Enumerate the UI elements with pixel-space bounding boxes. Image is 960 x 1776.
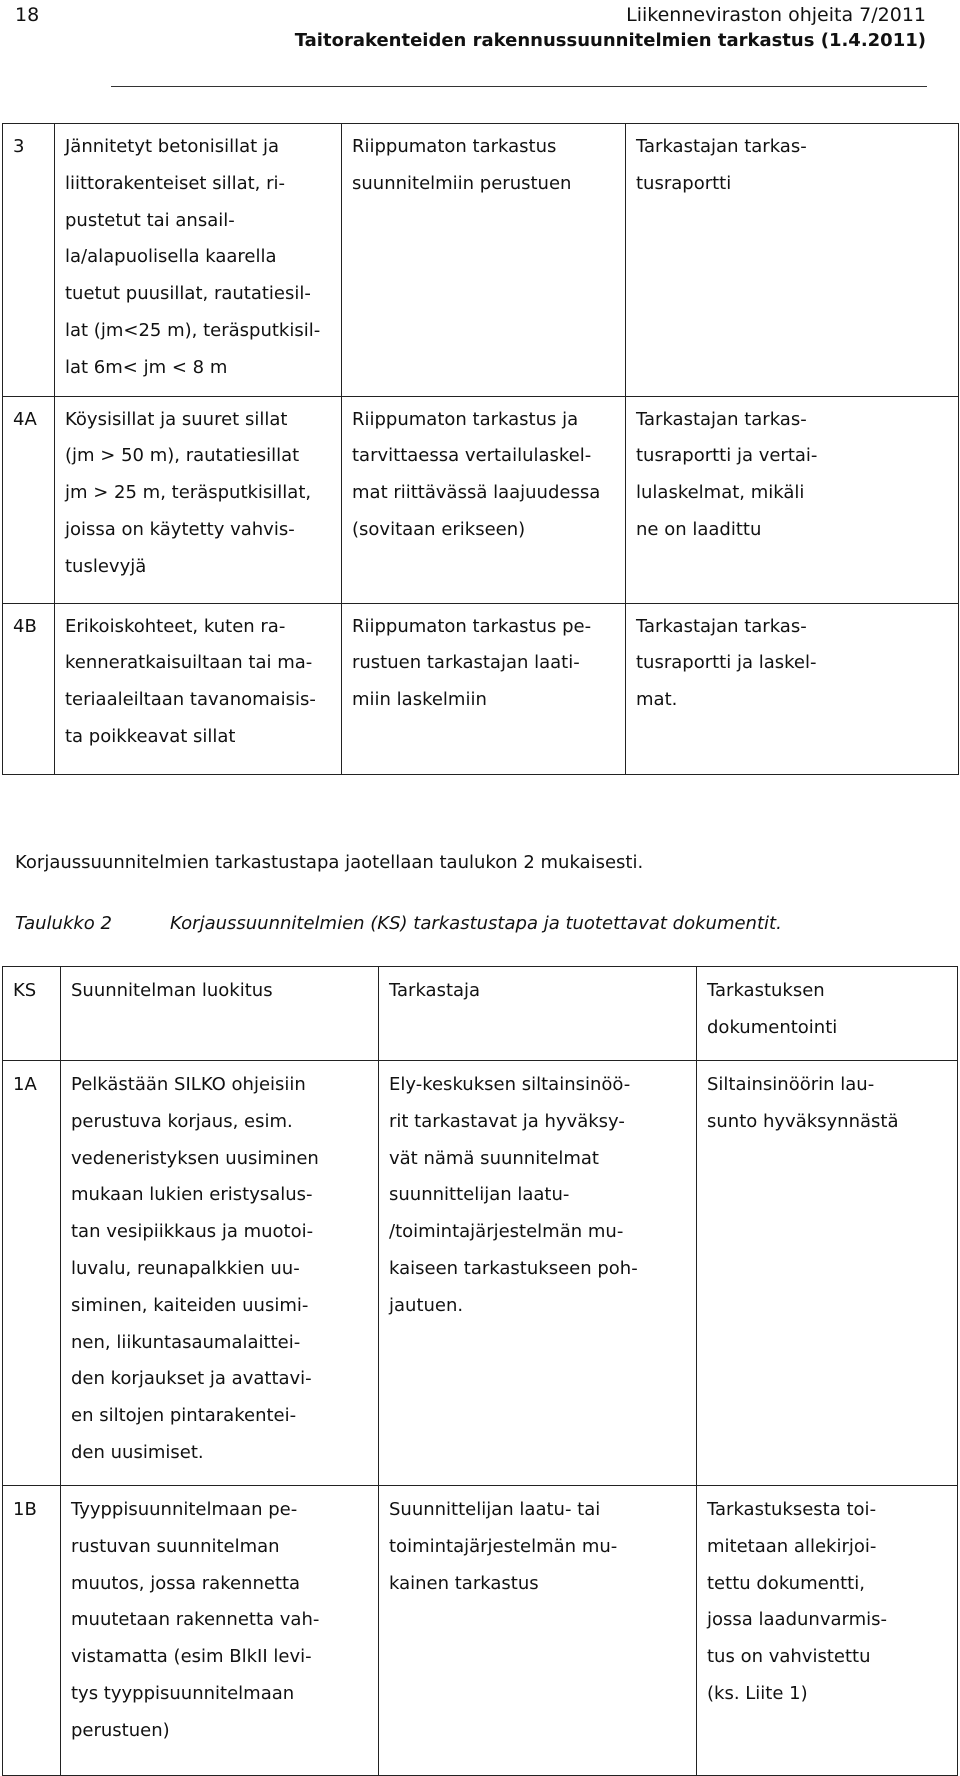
table-row xyxy=(3,124,959,397)
inspector-cell: Suunnittelijan laatu- tai toimintajärjestelmän mu- kainen tarkastus xyxy=(379,1486,697,1776)
class-id-cell: 3 xyxy=(3,124,55,397)
table-row xyxy=(3,603,959,774)
document-title: Taitorakenteiden rakennussuunnitelmien tarkastus (1.4.2011) xyxy=(294,30,926,51)
intro-paragraph: Korjaussuunnitelmien tarkastustapa jaotellaan taulukon 2 mukaisesti. xyxy=(15,852,644,873)
repair-plan-table xyxy=(2,966,958,1776)
documentation-cell: Tarkastajan tarkas- tusraportti ja laskel- mat. xyxy=(626,603,959,774)
bridge-description-cell: Erikoiskohteet, kuten ra- kenneratkaisuiltaan tai ma- teriaaleiltaan tavanomaisis- ta poikkeavat sillat xyxy=(55,603,342,774)
bridge-description-cell: Köysisillat ja suuret sillat (jm > 50 m), rautatiesillat jm > 25 m, teräsputkisillat, joissa on käytetty vahvis- tuslevyjä xyxy=(55,396,342,603)
column-header-classification: Suunnitelman luokitus xyxy=(61,967,379,1061)
ks-class-cell: 1A xyxy=(3,1061,61,1486)
table-header-row xyxy=(3,967,958,1061)
table-caption xyxy=(15,911,782,937)
page-number: 18 xyxy=(15,4,40,26)
bridge-description-cell: Jännitetyt betonisillat ja liittorakenteiset sillat, ri- pustetut tai ansail- la/alapuolisella kaarella tuetut puusillat, rautatiesil- lat (jm<25 m), teräsputkisil- lat 6m< jm < 8 m xyxy=(55,124,342,397)
inspection-method-cell: Riippumaton tarkastus pe- rustuen tarkastajan laati- miin laskelmiin xyxy=(342,603,626,774)
classification-cell: Pelkästään SILKO ohjeisiin perustuva korjaus, esim. vedeneristyksen uusiminen mukaan lukien eristysalus- tan vesipiikkaus ja muotoi- luvalu, reunapalkkien uu- siminen, kaiteiden uusimi- nen, liikuntasaumalaittei- den korjaukset ja avattavi- en siltojen pintarakentei- den uusimiset. xyxy=(61,1061,379,1486)
documentation-cell: Tarkastajan tarkas- tusraportti xyxy=(626,124,959,397)
inspection-class-table xyxy=(2,123,959,775)
column-header-documentation: Tarkastuksen dokumentointi xyxy=(697,967,958,1061)
caption-text: Korjaussuunnitelmien (KS) tarkastustapa ja tuotettavat dokumentit. xyxy=(170,913,782,934)
table-row xyxy=(3,396,959,603)
running-header xyxy=(295,2,926,54)
class-id-cell: 4A xyxy=(3,396,55,603)
table-row xyxy=(3,1061,958,1486)
inspector-cell: Ely-keskuksen siltainsinöö- rit tarkastavat ja hyväksy- vät nämä suunnitelmat suunnittelijan laatu- /toimintajärjestelmän mu- kaiseen tarkastukseen poh- jautuen. xyxy=(379,1061,697,1486)
column-header-inspector: Tarkastaja xyxy=(379,967,697,1061)
column-header-ks: KS xyxy=(3,967,61,1061)
inspection-method-cell: Riippumaton tarkastus suunnitelmiin perustuen xyxy=(342,124,626,397)
documentation-cell: Siltainsinöörin lau- sunto hyväksynnästä xyxy=(697,1061,958,1486)
documentation-cell: Tarkastajan tarkas- tusraportti ja vertai- lulaskelmat, mikäli ne on laadittu xyxy=(626,396,959,603)
inspection-method-cell: Riippumaton tarkastus ja tarvittaessa vertailulaskel- mat riittävässä laajuudessa (sovitaan erikseen) xyxy=(342,396,626,603)
header-divider xyxy=(111,86,927,87)
table-row xyxy=(3,1486,958,1776)
caption-label: Taulukko 2 xyxy=(15,913,112,934)
documentation-cell: Tarkastuksesta toi- mitetaan allekirjoi- tettu dokumentti, jossa laadunvarmis- tus on vahvistettu (ks. Liite 1) xyxy=(697,1486,958,1776)
publication-series: Liikenneviraston ohjeita 7/2011 xyxy=(626,4,926,26)
class-id-cell: 4B xyxy=(3,603,55,774)
classification-cell: Tyyppisuunnitelmaan pe- rustuvan suunnitelman muutos, jossa rakennetta muutetaan rakennetta vah- vistamatta (esim BlkII levi- tys tyyppisuunnitelmaan perustuen) xyxy=(61,1486,379,1776)
ks-class-cell: 1B xyxy=(3,1486,61,1776)
